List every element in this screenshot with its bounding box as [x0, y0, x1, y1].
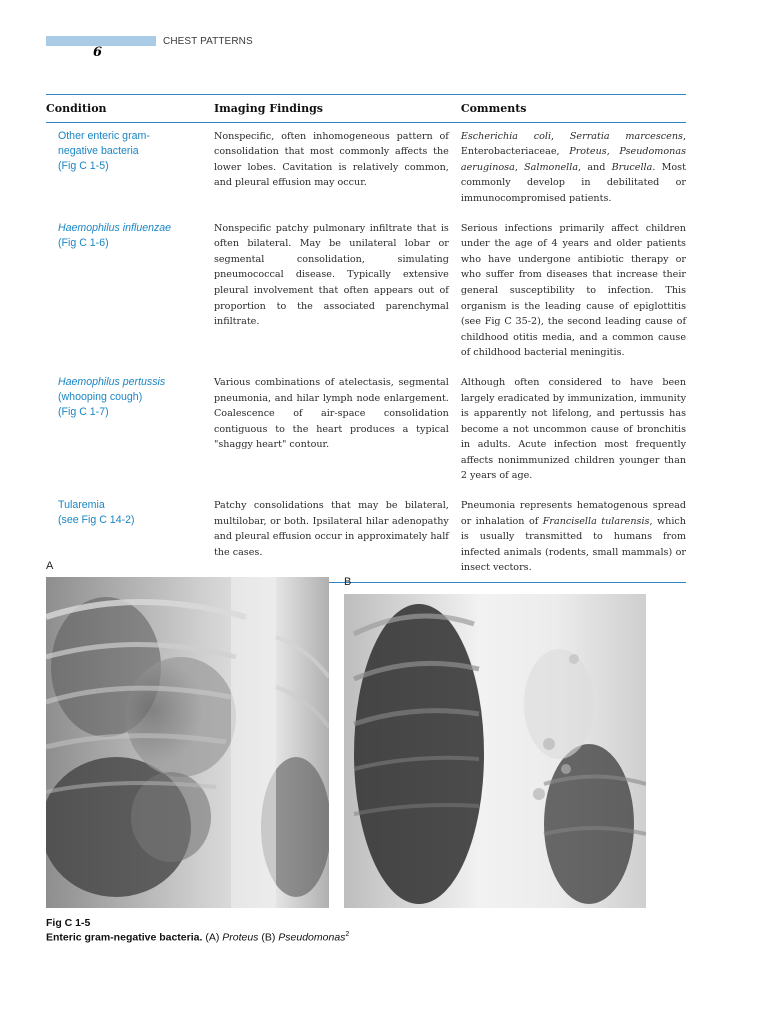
findings-cell: Various combinations of atelectasis, segmental pneumonia, and hilar lymph node enlargement. Coalescence of air-space consolidation contiguous to the heart produces a typical "shaggy heart" contour. — [213, 376, 449, 451]
column-header-condition: Condition — [46, 95, 214, 123]
conditions-table — [46, 94, 686, 583]
condition-name-line: Other enteric gram- — [58, 129, 150, 142]
reference-superscript: 2 — [345, 931, 350, 938]
findings-cell: Patchy consolidations that may be bilateral, multilobar, or both. Ipsilateral hilar adenopathy and pleural effusion occur in approximately half the cases. — [214, 492, 461, 582]
condition-cell — [46, 369, 214, 492]
column-header-imaging-findings: Imaging Findings — [214, 95, 461, 123]
panel-b-label: B — [344, 576, 352, 588]
condition-cell — [46, 492, 214, 582]
column-header-comments: Comments — [461, 95, 686, 123]
table-header-row — [46, 95, 686, 123]
chest-xray-panel-a — [46, 577, 329, 908]
comments-cell: Escherichia coli, Serratia marcescens, Enterobacteriaceae, Proteus, Pseudomonas aeruginosa, Salmonella, and Brucella. Most commonly develop in debilitated or immunocompromised patients. — [460, 130, 686, 204]
condition-name-line: Haemophilus influenzae — [58, 221, 172, 234]
comments-cell: Pneumonia represents hematogenous spread or inhalation of Francisella tularensis, which is usually transmitted to humans from infected animals (rodents, small mammals) or insect vectors. — [461, 492, 686, 582]
figure-title: Fig C 1-5 — [46, 917, 91, 929]
table-row — [46, 122, 686, 214]
panel-a-label: A — [46, 560, 54, 572]
figure-reference-link[interactable]: (Fig C 1-7) — [58, 406, 109, 419]
comments-cell: Serious infections primarily affect children under the age of 4 years and older patients who have undergone antibiotic therapy or who suffer from diseases that increase their general susceptibility to infection. This organism is the leading cause of epiglottitis (see Fig C 35-2), the second leading cause of childhood otitis media, and a common cause of childhood bacterial meningitis. — [460, 222, 686, 359]
condition-name-line: (whooping cough) — [58, 391, 143, 404]
condition-cell — [46, 122, 214, 214]
figure-reference-link[interactable]: (Fig C 1-5) — [58, 160, 109, 172]
comments-cell: Although often considered to have been largely eradicated by immunization, immunity is apparently not lifelong, and pertussis has become a not uncommon cause of bronchitis in adults. Acute infection most frequently affects nonimmunized children younger than 2 years of age. — [460, 376, 686, 482]
figure-caption: Enteric gram-negative bacteria. (A) Proteus (B) Pseudomonas$^2$ — [46, 931, 350, 944]
table-row — [46, 369, 686, 492]
table-row — [46, 492, 686, 582]
figure-reference-link[interactable]: (Fig C 1-6) — [58, 236, 109, 249]
condition-name-line: Haemophilus pertussis — [58, 375, 166, 388]
figure-reference-link[interactable]: (see Fig C 14-2) — [58, 514, 135, 527]
condition-cell — [46, 215, 214, 369]
chest-xray-panel-b — [344, 594, 646, 908]
condition-name-line: Tularemia — [58, 499, 105, 512]
findings-cell: Nonspecific patchy pulmonary infiltrate that is often bilateral. May be unilateral lobar or segmental consolidation, simulating pneumococcal disease. Typically extensive pleural involvement that often appears out of proportion to the associated parenchymal infiltrate. — [213, 222, 449, 328]
page-number: 6 — [93, 45, 103, 60]
section-title: CHEST PATTERNS — [163, 36, 253, 47]
table-row — [46, 215, 686, 369]
findings-cell: Nonspecific, often inhomogeneous pattern of consolidation that most commonly affects the lower lobes. Cavitation is relatively common, and pleural effusion may occur. — [213, 130, 449, 189]
condition-name-line: negative bacteria — [58, 144, 139, 157]
